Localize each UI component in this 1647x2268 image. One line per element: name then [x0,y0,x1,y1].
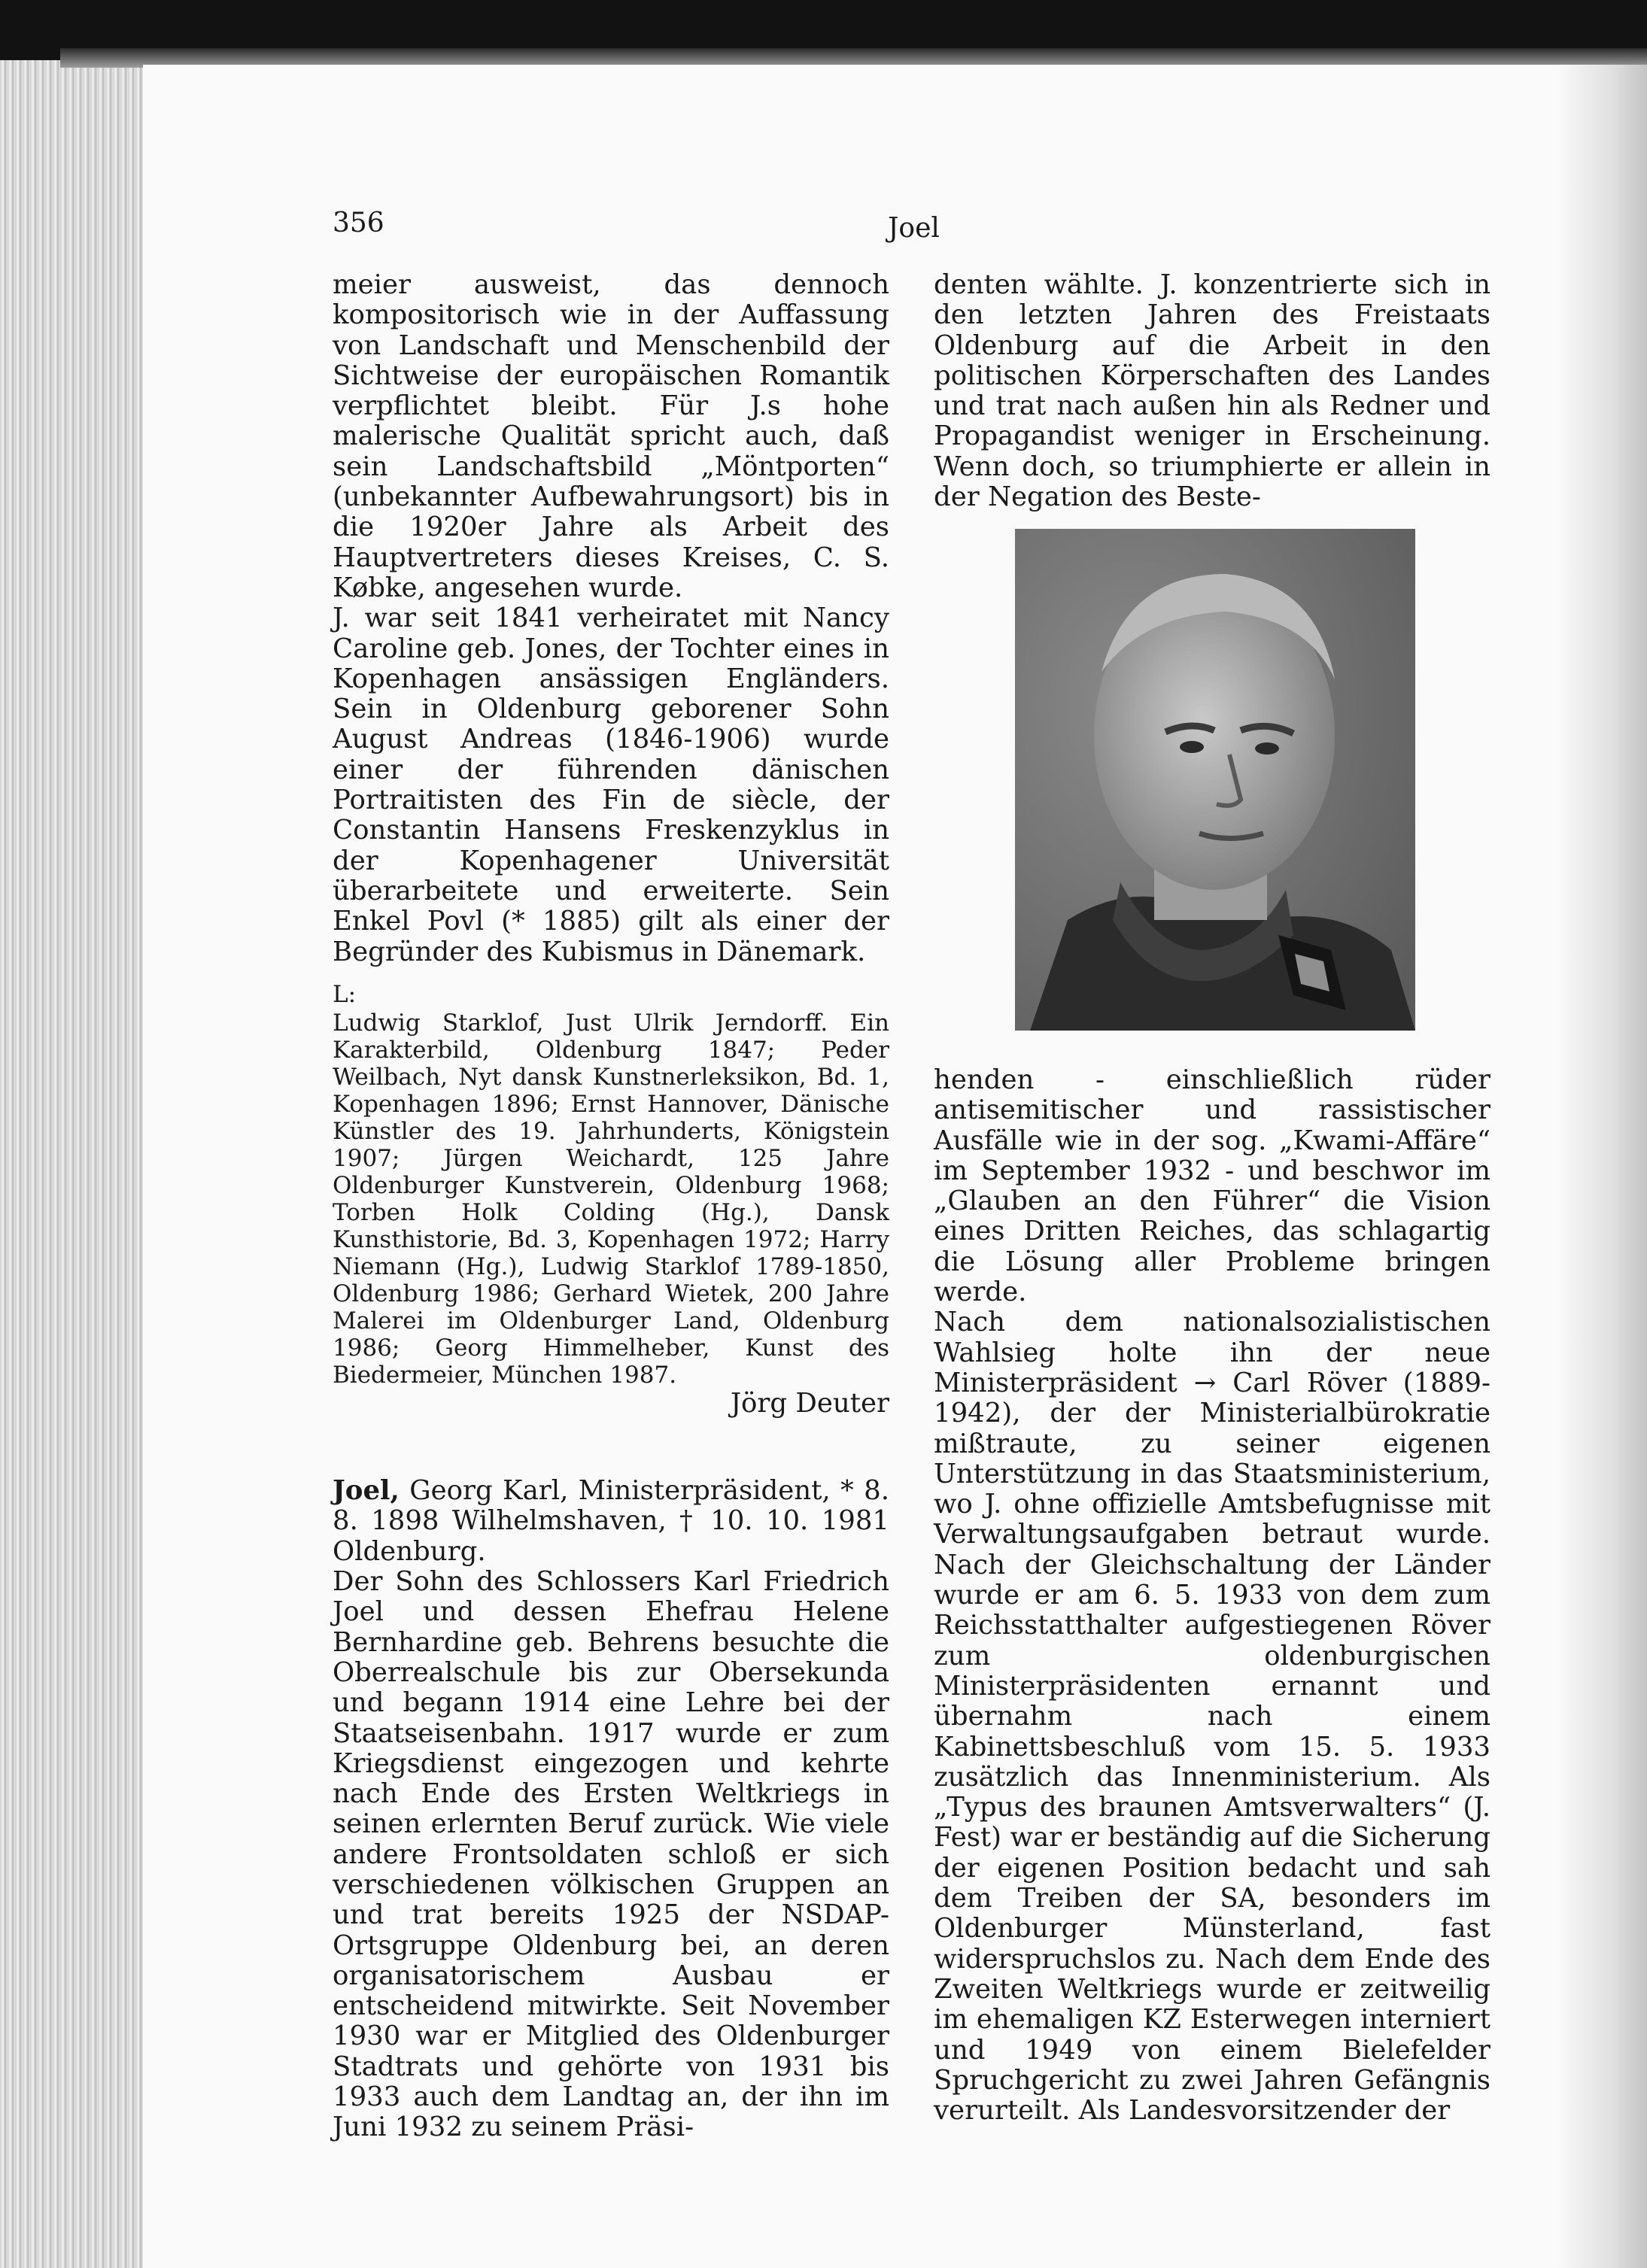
eye-right [1255,742,1279,754]
paragraph: J. war seit 1841 verheiratet mit Nancy Caroline geb. Jones, der Tochter eines in Kopenhagen ansässigen Engländers. Sein in Oldenburg geborener Sohn August Andreas (1846-1906) wurde einer der führenden dänischen Portraitisten des Fin de siècle, der Constantin Hansens Freskenzyklus in der Kopenhagener Universität überarbeitete und erweiterte. Sein Enkel Povl (* 1885) gilt als einer der Begründer des Kubismus in Dänemark. [333,603,889,967]
eye-left [1180,741,1204,753]
right-column-top [934,270,1491,512]
paragraph: meier ausweist, das dennoch kompositorisch wie in der Auffassung von Landschaft und Menschenbild der Sichtweise der europäischen Romantik verpflichtet bleibt. Für J.s hohe malerische Qualität spricht auch, daß sein Landschaftsbild „Möntporten“ (unbekannter Aufbewahrungsort) bis in die 1920er Jahre als Arbeit des Hauptvertreters dieses Kreises, C. S. Købke, angesehen wurde. [333,269,889,603]
portrait-illustration [1015,529,1415,1031]
paragraph: denten wählte. J. konzentrierte sich in den letzten Jahren des Freistaats Oldenburg auf die Arbeit in den politischen Körperschaften des Landes und trat nach außen hin als Redner und Propagandist weniger in Erscheinung. Wenn doch, so triumphierte er allein in der Negation des Beste- [934,269,1491,513]
article-author: Jörg Deuter [730,1387,889,1419]
paragraph: Der Sohn des Schlossers Karl Friedrich Joel und dessen Ehefrau Helene Bernhardine geb. Behrens besuchte die Oberrealschule bis zur Obersekunda und begann 1914 eine Lehre bei der Staatseisenbahn. 1917 wurde er zum Kriegsdienst eingezogen und kehrte nach Ende des Ersten Weltkriegs in seinen erlernten Beruf zurück. Wie viele andere Frontsoldaten schloß er sich verschiedenen völkischen Gruppen an und trat bereits 1925 der NSDAP-Ortsgruppe Oldenburg bei, an deren organisatorischem Ausbau er entscheidend mitwirkte. Seit November 1930 war er Mitglied des Oldenburger Stadtrats und gehörte von 1931 bis 1933 auch dem Landtag an, der ihn im Juni 1932 zu seinem Präsi- [333,1566,889,2143]
entry-header: Georg Karl, Ministerpräsident, * 8. 8. 1898 Wilhelmshaven, † 10. 10. 1981 Oldenburg. [333,1475,889,1567]
entry-lemma: Joel, [333,1475,400,1507]
literature-list: Ludwig Starklof, Just Ulrik Jerndorff. Ein Karakterbild, Oldenburg 1847; Peder Weilbach, Nyt dansk Kunstnerleksikon, Bd. 1, Kopenhagen 1896; Ernst Hannover, Dänische Künstler des 19. Jahrhunderts, Königstein 1907; Jürgen Weichardt, 125 Jahre Oldenburger Kunstverein, Oldenburg 1968; Torben Holk Colding (Hg.), Dansk Kunsthistorie, Bd. 3, Kopenhagen 1972; Harry Niemann (Hg.), Ludwig Starklof 1789-1850, Oldenburg 1986; Gerhard Wietek, 200 Jahre Malerei im Oldenburger Land, Oldenburg 1986; Georg Himmelheber, Kunst des Biedermeier, München 1987. [333,1009,889,1389]
left-column [333,270,889,2143]
paragraph: henden - einschließlich rüder antisemitischer und rassistischer Ausfälle wie in der sog. „Kwami-Affäre“ im September 1932 - und beschwor im „Glauben an den Führer“ die Vision eines Dritten Reiches, das schlagartig die Lösung aller Probleme bringen werde. [934,1064,1491,1308]
running-head: Joel [888,213,940,244]
portrait-photo-icon [1015,529,1415,1031]
page-number: 356 [333,208,384,238]
right-column-bottom [934,1065,1491,2126]
entry-heading [333,1476,889,1567]
literature-label: L: [333,980,357,1008]
paragraph: Nach dem nationalsozialistischen Wahlsieg holte ihn der neue Ministerpräsident → Carl Röver (1889-1942), der der Ministerialbürokratie mißtraute, zu seiner eigenen Unterstützung in das Staatsministerium, wo J. ohne offizielle Amtsbefugnisse mit Verwaltungsaufgaben betraut wurde. Nach der Gleichschaltung der Länder wurde er am 6. 5. 1933 von dem zum Reichsstatthalter aufgestiegenen Röver zum oldenburgischen Ministerpräsidenten ernannt und übernahm nach einem Kabinettsbeschluß vom 15. 5. 1933 zusätzlich das Innenministerium. Als „Typus des braunen Amtsverwalters“ (J. Fest) war er beständig auf die Sicherung der eigenen Position bedacht und sah dem Treiben der SA, besonders im Oldenburger Münsterland, fast widerspruchslos zu. Nach dem Ende des Zweiten Weltkriegs wurde er zeitweilig im ehemaligen KZ Esterwegen interniert und 1949 von einem Bielefelder Spruchgericht zu zwei Jahren Gefängnis verurteilt. Als Landesvorsitzender der [934,1307,1491,2127]
